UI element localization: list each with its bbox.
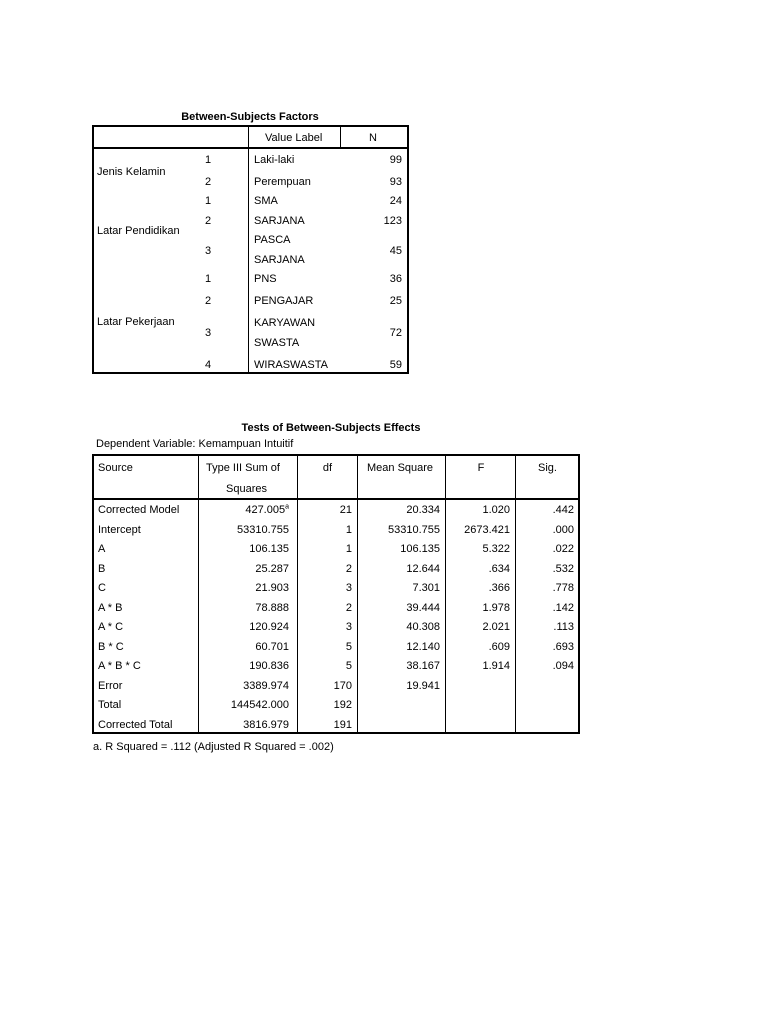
ss-cell: 120.924 [249,621,289,633]
header-sig: Sig. [538,462,557,474]
ss-cell: 21.903 [255,582,289,594]
ss-cell: 106.135 [249,543,289,555]
ms-cell: 39.444 [406,602,440,614]
sig-cell: .094 [552,660,574,672]
factor-level: 1 [205,195,212,207]
source-cell: B [98,563,106,575]
factor-n: 99 [389,154,402,166]
factor-n: 36 [389,273,402,285]
factor-name: Latar Pendidikan [97,225,180,237]
factor-n: 24 [389,195,402,207]
ss-cell: 25.287 [255,563,289,575]
source-cell: C [98,582,106,594]
header-f: F [477,462,485,474]
ms-cell: 7.301 [412,582,440,594]
dependent-variable: Dependent Variable: Kemampuan Intuitif [96,438,294,450]
source-cell: Intercept [98,524,141,536]
ms-cell: 20.334 [406,504,440,516]
ss-cell: 60.701 [255,641,289,653]
effects-title: Tests of Between-Subjects Effects [241,422,421,434]
df-cell: 2 [345,602,352,614]
f-cell: 1.914 [482,660,510,672]
sig-cell: .113 [553,621,574,633]
ms-cell: 106.135 [400,543,440,555]
factor-value-label: WIRASWASTA [254,359,328,371]
sig-cell: .532 [552,563,574,575]
df-cell: 3 [345,621,352,633]
factor-level: 2 [205,295,212,307]
sig-cell: .022 [552,543,574,555]
sig-cell: .142 [552,602,574,614]
source-cell: Total [98,699,122,711]
df-cell: 192 [333,699,352,711]
ss-cell: 78.888 [255,602,289,614]
f-cell: .366 [488,582,510,594]
factor-value-label: SARJANA [254,215,305,227]
header-ss: Squares [226,483,267,495]
source-cell: B * C [98,641,124,653]
df-cell: 3 [345,582,352,594]
f-cell: .634 [488,563,510,575]
factor-n: 93 [389,176,402,188]
df-cell: 5 [345,641,352,653]
source-cell: A * B * C [98,660,141,672]
factor-n: 123 [383,215,402,227]
f-cell: .609 [488,641,510,653]
factor-level: 4 [205,359,212,371]
ss-cell: 190.836 [249,660,289,672]
ms-cell: 12.140 [406,641,440,653]
ms-cell: 53310.755 [388,524,440,536]
factor-level: 1 [205,273,212,285]
df-cell: 2 [345,563,352,575]
source-cell: A [98,543,106,555]
df-cell: 1 [345,543,352,555]
factor-value-label: Perempuan [254,176,311,188]
header-mean-square: Mean Square [367,462,434,474]
header-value-label: Value Label [265,132,323,144]
df-cell: 1 [345,524,352,536]
f-cell: 1.978 [482,602,510,614]
factor-n: 25 [389,295,402,307]
sig-cell: .442 [552,504,574,516]
factor-level: 3 [205,327,212,339]
factor-n: 45 [389,245,402,257]
factor-value-label: SARJANA [254,254,305,266]
footnote-marker: a [285,503,289,511]
source-cell: Corrected Total [98,719,173,731]
factor-value-label: PENGAJAR [254,295,314,307]
factor-level: 3 [205,245,212,257]
ms-cell: 19.941 [406,680,440,692]
factor-value-label: KARYAWAN [254,317,316,329]
source-cell: A * C [98,621,124,633]
sig-cell: .778 [552,582,574,594]
factor-level: 1 [205,154,212,166]
ms-cell: 38.167 [406,660,440,672]
factor-value-label: SMA [254,195,278,207]
source-cell: A * B [98,602,123,614]
header-df: df [322,462,333,474]
source-cell: Corrected Model [98,504,180,516]
df-cell: 170 [333,680,352,692]
factor-value-label: SWASTA [254,337,300,349]
factor-name: Latar Pekerjaan [97,316,175,328]
ss-cell: 144542.000 [230,699,289,711]
ss-cell: 3816.979 [243,719,289,731]
f-cell: 2673.421 [464,524,510,536]
header-ss: Type III Sum of [206,462,280,474]
factor-n: 59 [389,359,402,371]
factor-value-label: Laki-laki [254,154,295,166]
source-cell: Error [98,680,123,692]
sig-cell: .693 [552,641,574,653]
ms-cell: 12.644 [406,563,440,575]
ss-cell: 427.005$^a$ [245,503,289,516]
factor-n: 72 [389,327,402,339]
factor-level: 2 [205,215,212,227]
ss-cell: 53310.755 [237,524,289,536]
df-cell: 191 [333,719,352,731]
df-cell: 21 [339,504,352,516]
factor-level: 2 [205,176,212,188]
footnote: a. R Squared = .112 (Adjusted R Squared = .002) [93,741,334,753]
factor-name: Jenis Kelamin [97,166,166,178]
f-cell: 5.322 [482,543,510,555]
ms-cell: 40.308 [406,621,440,633]
f-cell: 2.021 [482,621,510,633]
factors-title: Between-Subjects Factors [181,111,319,123]
header-n: N [369,132,377,144]
f-cell: 1.020 [482,504,510,516]
header-source: Source [98,462,133,474]
df-cell: 5 [345,660,352,672]
factor-value-label: PNS [254,273,277,285]
ss-cell: 3389.974 [243,680,289,692]
sig-cell: .000 [552,524,574,536]
factor-value-label: PASCA [254,234,291,246]
